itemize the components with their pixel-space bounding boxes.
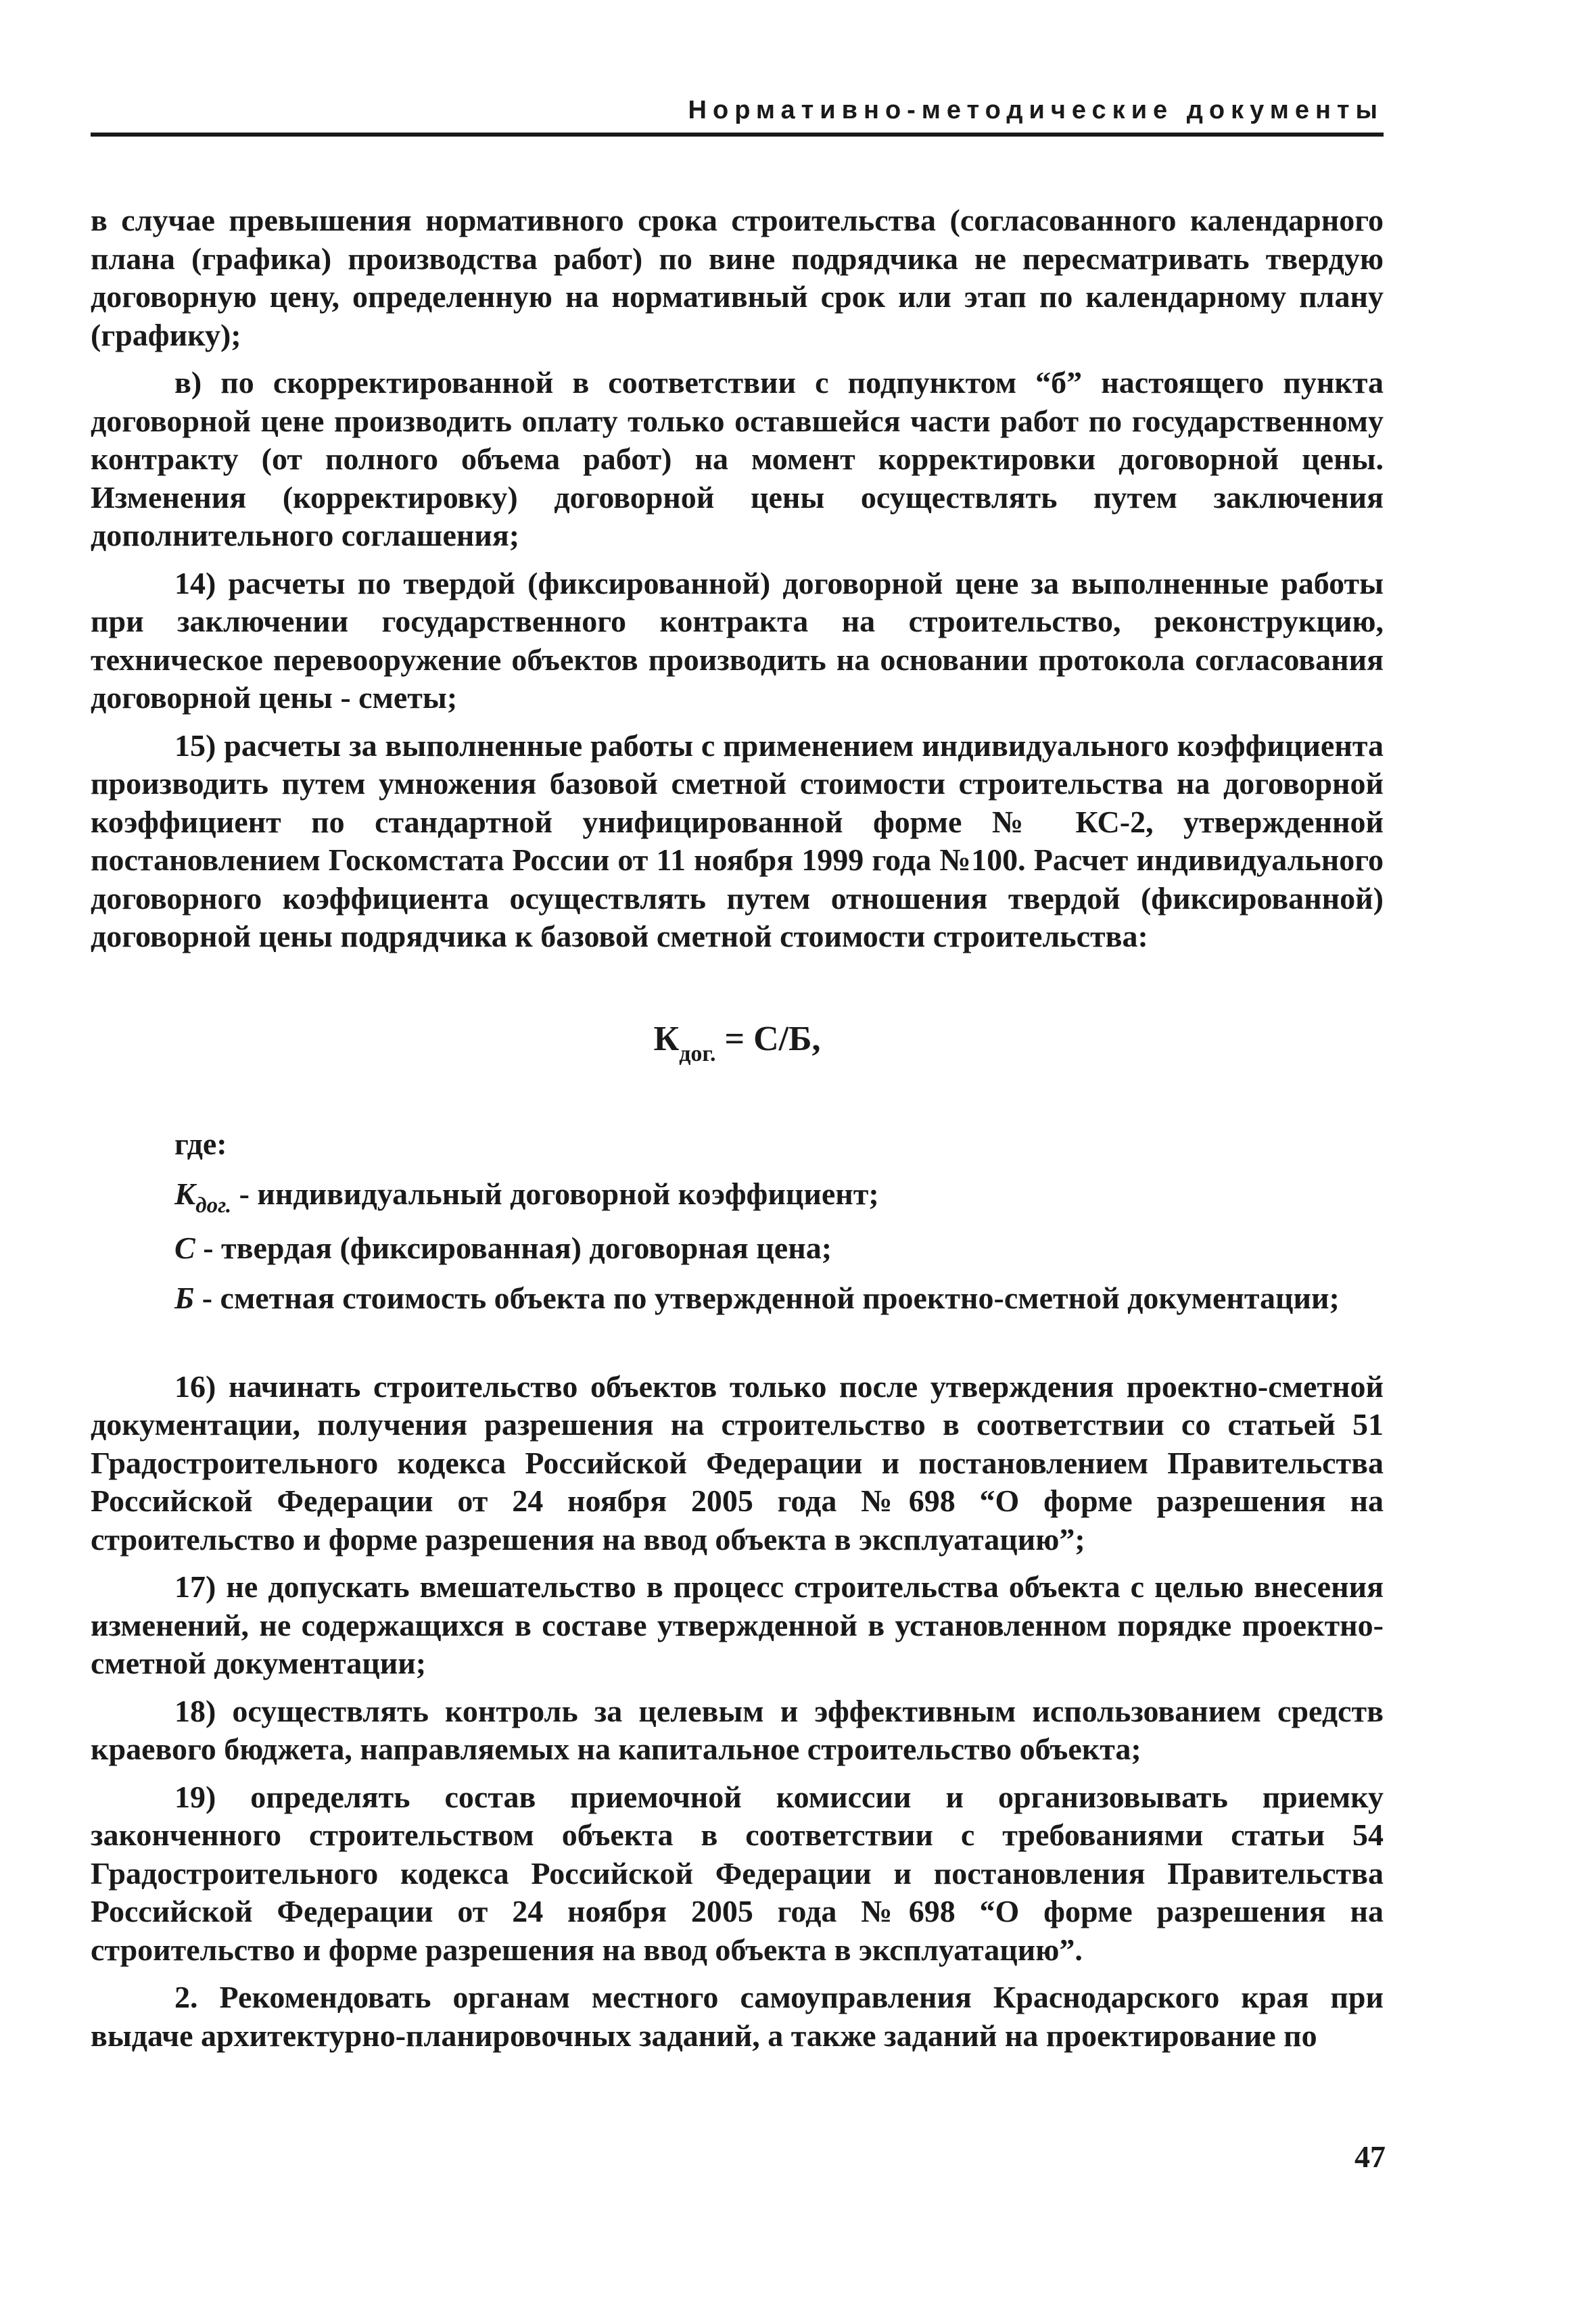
definition-text: - индивидуальный договорной коэффициент; xyxy=(231,1177,879,1211)
definition-c xyxy=(91,1229,1384,1268)
paragraph-item-2: 2. Рекомендовать органам местного самоуправления Краснодарского края при выдаче архитектурно-планировочных заданий, а также заданий на проектирование по xyxy=(91,1980,1384,2053)
formula-rest: = С/Б, xyxy=(715,1019,821,1058)
paragraph-item-18: 18) осуществлять контроль за целевым и эффективным использованием средств краевого бюджета, направляемых на капитальное строительство объекта; xyxy=(91,1693,1384,1766)
paragraph-item-17: 17) не допускать вмешательство в процесс строительства объекта с целью внесения изменений, не содержащихся в составе утвержденной в установленном порядке проектно-сметной документации; xyxy=(91,1569,1384,1680)
formula-symbol: К xyxy=(653,1019,680,1058)
formula-subscript: дог. xyxy=(679,1041,716,1066)
spacer xyxy=(91,1330,1384,1368)
header-rule xyxy=(91,133,1384,137)
paragraph-item-19: 19) определять состав приемочной комиссии и организовывать приемку законченного строительством объекта в соответствии с требованиями статьи 54 Градостроительного кодекса Российской Федерации и постановления Правительства Российской Федерации от 24 ноября 2005 года №698 “О форме разрешения на строительство и форме разрешения на ввод объекта в эксплуатацию”. xyxy=(91,1779,1384,1967)
definition-text: - твердая (фиксированная) договорная цена; xyxy=(195,1230,832,1265)
paragraph-item-15: 15) расчеты за выполненные работы с применением индивидуального коэффициента производить путем умножения базовой сметной стоимости строительства на договорной коэффициент по стандартной унифицированной форме № КС-2, утвержденной постановлением Госкомстата России от 11 ноября 1999 года №100. Расчет индивидуального договорного коэффициента осуществлять путем отношения твердой (фиксированной) договорной цены подрядчика к базовой сметной стоимости строительства: xyxy=(91,728,1384,953)
running-header xyxy=(91,89,1384,137)
definition-k xyxy=(91,1175,1384,1217)
definition-symbol: С xyxy=(174,1230,195,1265)
paragraph-continuation: в случае превышения нормативного срока строительства (согласованного календарного плана (графика) производства работ) по вине подрядчика не пересматривать твердую договорную цену, определенную на нормативный срок или этап по календарному плану (графику); xyxy=(91,203,1384,352)
page-content xyxy=(91,201,1384,2064)
page-number: 47 xyxy=(1354,2139,1386,2174)
paragraph-item-14: 14) расчеты по твердой (фиксированной) договорной цене за выполненные работы при заключении государственного контракта на строительство, реконструкцию, техническое перевооружение объектов производить на основании протокола согласования договорной цены - сметы; xyxy=(91,565,1384,715)
paragraph-item-v: в) по скорректированной в соответствии с подпунктом “б” настоящего пункта договорной цене производить оплату только оставшейся части работ по государственному контракту (от полного объема работ) на момент корректировки договорной цены. Изменения (корректировку) договорной цены осуществлять путем заключения дополнительного соглашения; xyxy=(91,365,1384,552)
definition-symbol: Б xyxy=(174,1281,195,1315)
formula xyxy=(91,1017,1384,1066)
header-title: Нормативно-методические документы xyxy=(688,96,1384,124)
definition-symbol: $К_{дог.}$ xyxy=(174,1177,232,1218)
definition-b xyxy=(91,1279,1384,1318)
paragraph-item-16: 16) начинать строительство объектов только после утверждения проектно-сметной документации, получения разрешения на строительство в соответствии со статьей 51 Градостроительного кодекса Российской Федерации и постановлением Правительства Российской Федерации от 24 ноября 2005 года №698 “О форме разрешения на строительство и форме разрешения на ввод объекта в эксплуатацию”; xyxy=(91,1369,1384,1557)
definition-text: - сметная стоимость объекта по утвержденной проектно-сметной документации; xyxy=(194,1281,1340,1315)
definitions-intro: где: xyxy=(174,1126,227,1161)
